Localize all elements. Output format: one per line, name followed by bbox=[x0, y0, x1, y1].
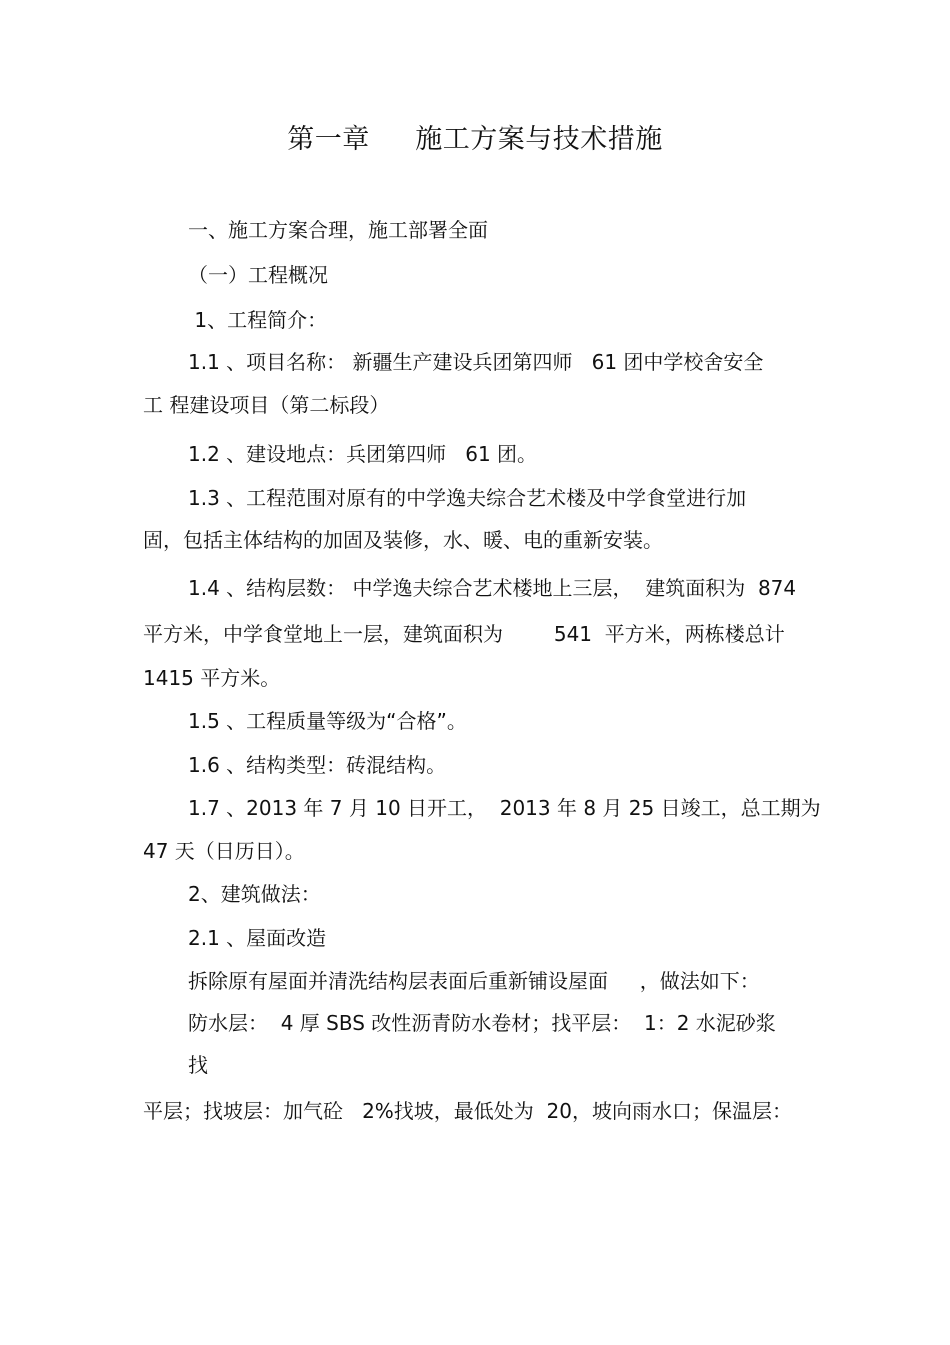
item-heading-project-intro: 1、工程简介： bbox=[188, 308, 328, 332]
paragraph-line: 平方米，中学食堂地上一层，建筑面积为 541 平方米，两栋楼总计 bbox=[143, 622, 785, 646]
paragraph-line: 47 天（日历日）。 bbox=[143, 839, 305, 863]
subsection-heading: （一）工程概况 bbox=[188, 263, 328, 287]
paragraph-line: 1.3 、工程范围对原有的中学逸夫综合艺术楼及中学食堂进行加 bbox=[188, 486, 747, 510]
section-heading: 一、施工方案合理，施工部署全面 bbox=[188, 218, 488, 242]
paragraph-line: 1.5 、工程质量等级为“合格”。 bbox=[188, 709, 467, 733]
paragraph-line: 1.6 、结构类型：砖混结构。 bbox=[188, 753, 447, 777]
paragraph-line: 1.1 、项目名称： 新疆生产建设兵团第四师 61 团中学校舍安全 bbox=[188, 350, 764, 374]
paragraph-line: 防水层： 4 厚 SBS 改性沥青防水卷材；找平层： 1：2 水泥砂浆 bbox=[188, 1011, 776, 1035]
paragraph-line: 找 bbox=[188, 1053, 208, 1077]
item-heading-architecture: 2、建筑做法： bbox=[188, 882, 321, 906]
paragraph-line: 固，包括主体结构的加固及装修，水、暖、电的重新安装。 bbox=[143, 528, 663, 552]
paragraph-line: 1.4 、结构层数： 中学逸夫综合艺术楼地上三层， 建筑面积为 874 bbox=[188, 576, 797, 600]
paragraph-line: 拆除原有屋面并清洗结构层表面后重新铺设屋面 ，做法如下： bbox=[188, 969, 760, 993]
paragraph-line: 1.7 、2013 年 7 月 10 日开工， 2013 年 8 月 25 日竣工，总工期为 bbox=[188, 796, 821, 820]
item-heading-roof: 2.1 、屋面改造 bbox=[188, 926, 327, 950]
paragraph-line: 平层；找坡层：加气砼 2%找坡，最低处为 20，坡向雨水口；保温层： bbox=[143, 1099, 792, 1123]
chapter-title: 第一章 施工方案与技术措施 bbox=[287, 124, 663, 155]
paragraph-line: 1.2 、建设地点：兵团第四师 61 团。 bbox=[188, 442, 538, 466]
paragraph-line: 1415 平方米。 bbox=[143, 666, 281, 690]
paragraph-line: 工 程建设项目（第二标段） bbox=[143, 393, 390, 417]
